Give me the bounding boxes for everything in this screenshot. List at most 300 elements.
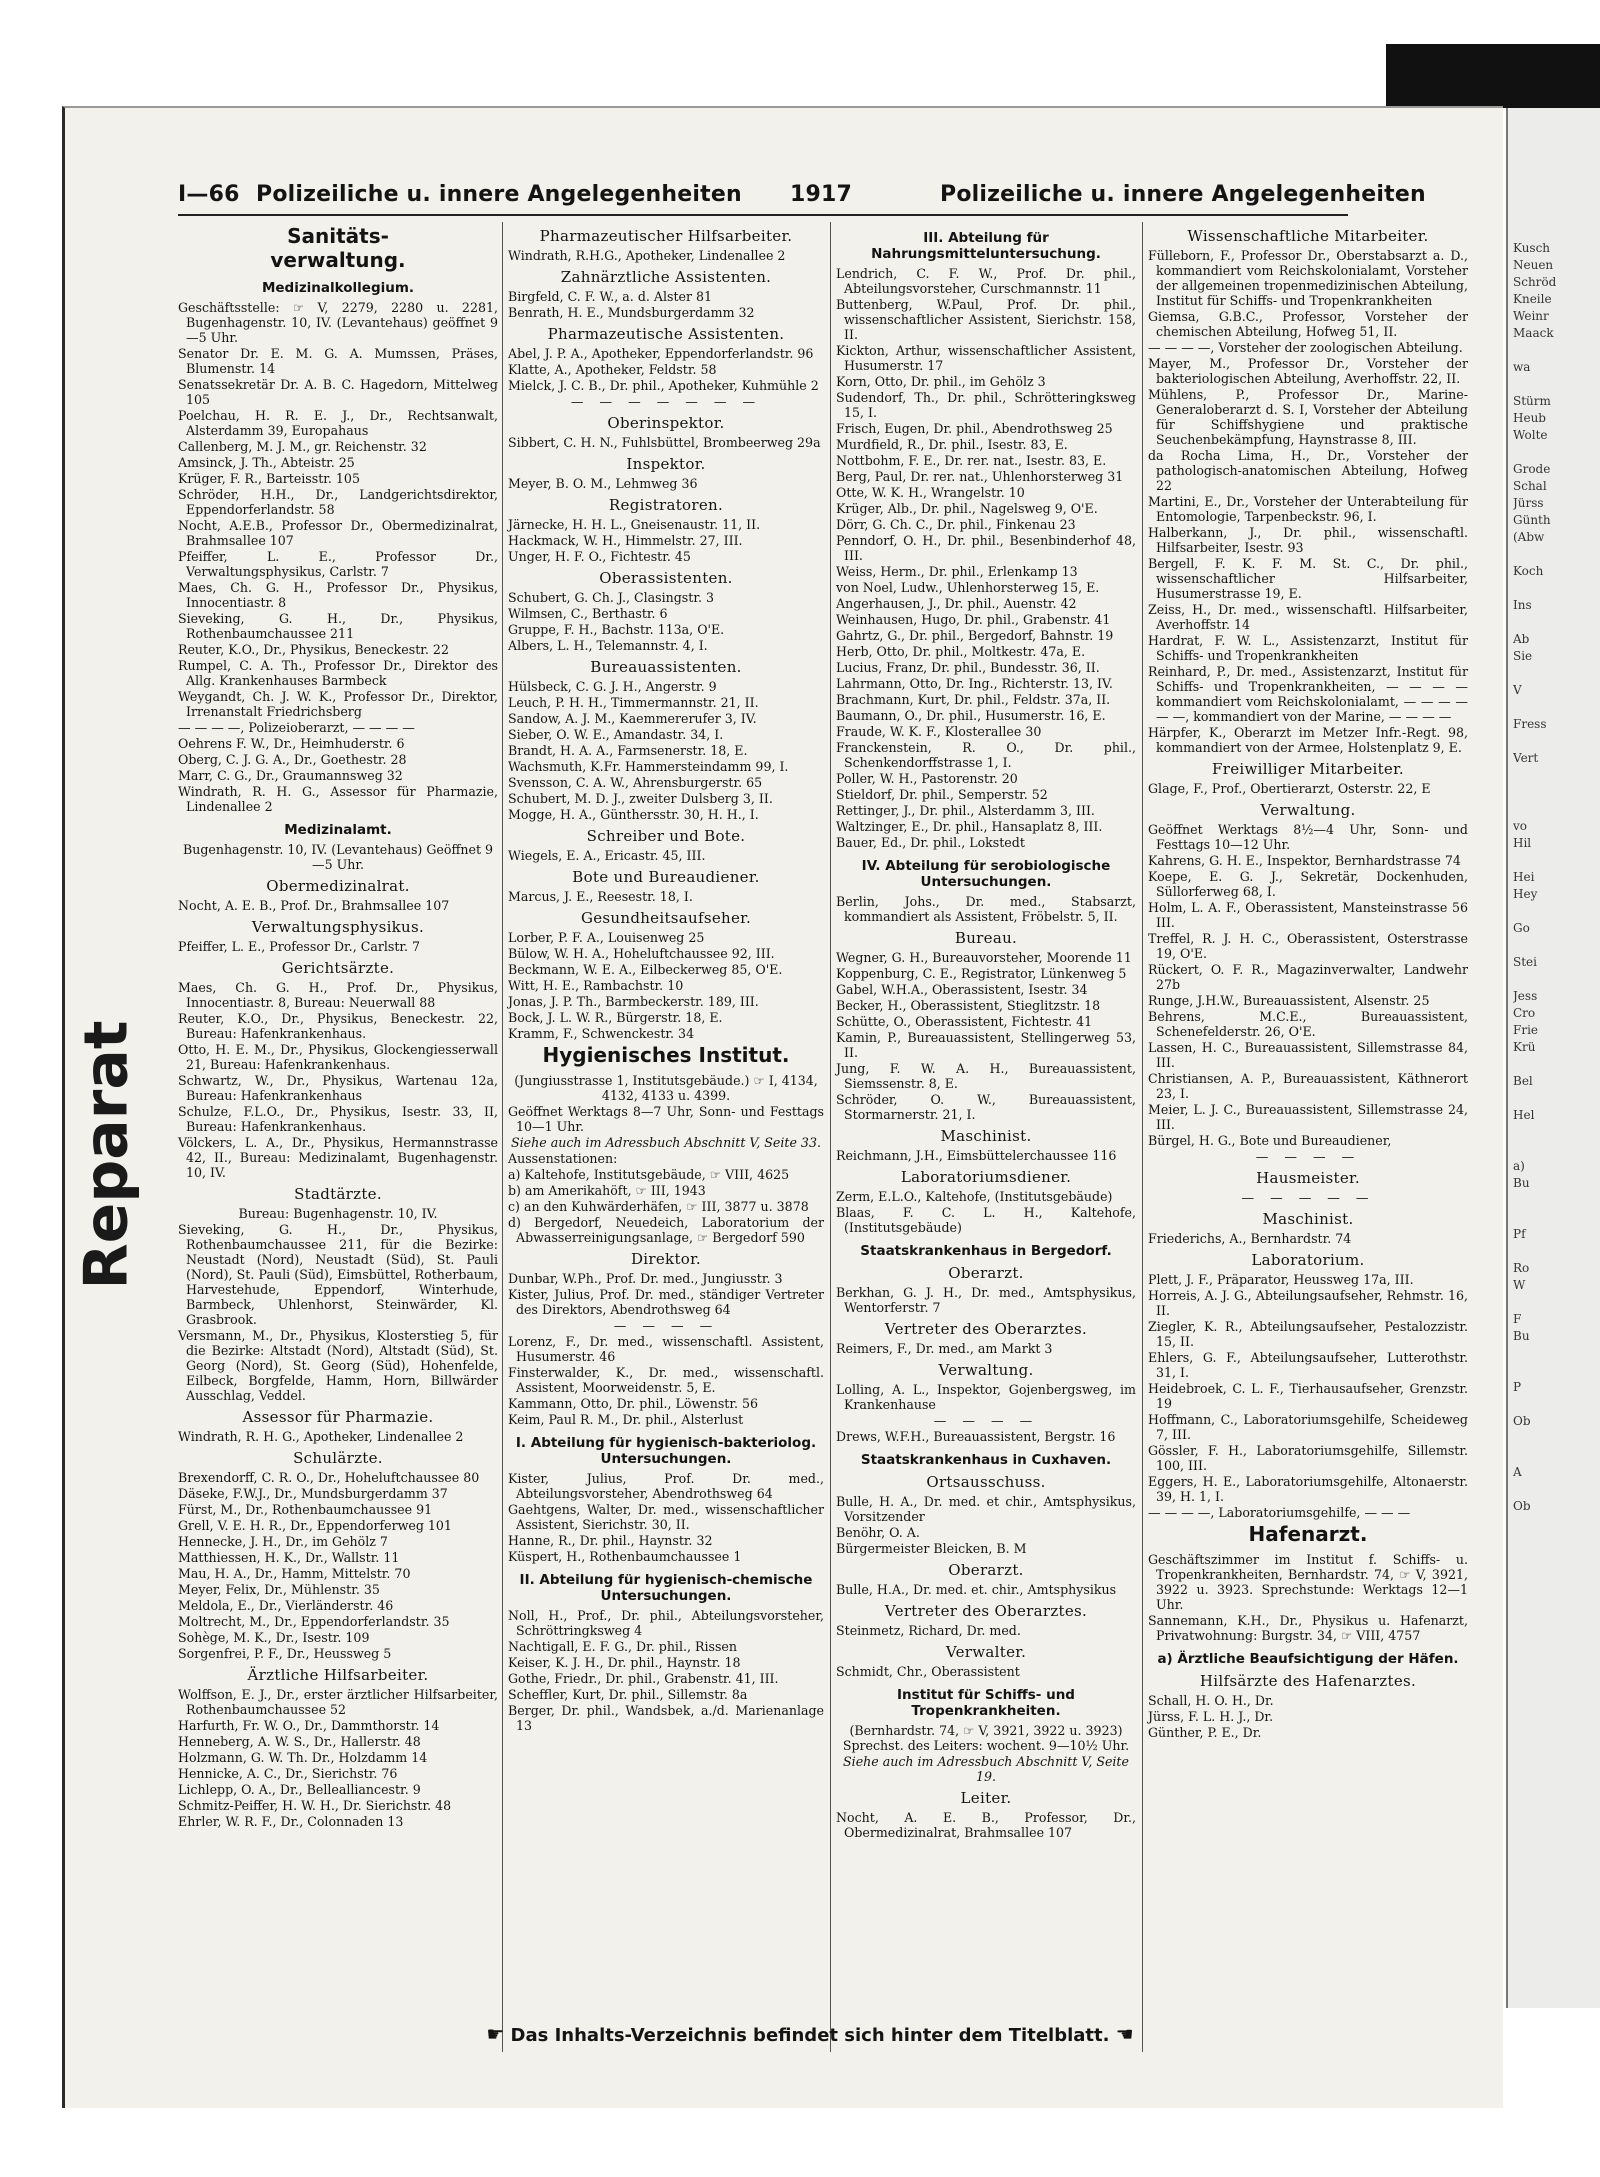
entry: Mielck, J. C. B., Dr. phil., Apotheker, Kuhmühle 2 [508,378,819,393]
entry: c) an den Kuhwärderhäfen, ☞ III, 3877 u. 3878 [508,1199,809,1214]
adjacent-page-line: Hey [1513,887,1538,901]
adjacent-page-line [1513,580,1598,597]
note: Bugenhagenstr. 10, IV. (Levantehaus) Geöffnet 9—5 Uhr. [182,842,494,872]
entry: Gruppe, F. H., Bachstr. 113a, O'E. [508,622,725,637]
entry: Weiss, Herm., Dr. phil., Erlenkamp 13 [836,564,1078,579]
entry: Reichmann, J.H., Eimsbüttelerchaussee 116 [836,1148,1117,1163]
pointing-hand-icon: ☛ [486,2022,505,2046]
entry: Schmitz-Peiffer, H. W. H., Dr. Sierichstr. 48 [178,1798,452,1813]
entry: Wegner, G. H., Bureauvorsteher, Moorende 11 [836,950,1132,965]
entry: Wiegels, E. A., Ericastr. 45, III. [508,848,706,863]
entry: Geschäftsstelle: ☞ V, 2279, 2280 u. 2281, Bugenhagenstr. 10, IV. (Levantehaus) geöffnet 9—5 Uhr. [178,300,498,345]
entry: Noll, H., Prof., Dr. phil., Abteilungsvorsteher, Schröttringksweg 4 [508,1608,824,1638]
subheading: Inspektor. [626,455,706,473]
column-divider [830,222,831,2052]
entry: Wilmsen, C., Berthastr. 6 [508,606,668,621]
dark-edge [1386,44,1600,108]
dash-line: — — — — — — — [570,394,762,409]
entry: Maes, Ch. G. H., Prof. Dr., Physikus, Innocentiastr. 8, Bureau: Neuerwall 88 [178,980,498,1010]
adjacent-page-line: Ob [1513,1414,1531,1428]
entry: Ehlers, G. F., Abteilungsaufseher, Lutterothstr. 31, I. [1148,1350,1468,1380]
subheading: Maschinist. [940,1127,1032,1145]
entry: Holzmann, G. W. Th. Dr., Holzdamm 14 [178,1750,428,1765]
section-heading: III. Abteilung für Nahrungsmitteluntersuchung. [871,230,1101,262]
entry: Sandow, A. J. M., Kaemmererufer 3, IV. [508,711,757,726]
subheading: Laboratoriumsdiener. [900,1168,1072,1186]
adjacent-page-line: Ins [1513,598,1532,612]
entry: Küspert, H., Rothenbaumchaussee 1 [508,1549,742,1564]
adjacent-page-line: Bu [1513,1329,1530,1343]
entry: Zerm, E.L.O., Kaltehofe, (Institutsgebäude) [836,1189,1113,1204]
adjacent-page-line [1513,1056,1598,1073]
entry: Heidebroek, C. L. F., Tierhausaufseher, Grenzstr. 19 [1148,1381,1468,1411]
subheading: Vertreter des Oberarztes. [884,1320,1088,1338]
entry: b) am Amerikahöft, ☞ III, 1943 [508,1183,706,1198]
entry: Meldola, E., Dr., Vierländerstr. 46 [178,1598,394,1613]
section-heading: I. Abteilung für hygienisch-bakteriolog. Untersuchungen. [515,1435,817,1467]
adjacent-page-line: Wolte [1513,428,1548,442]
entry: Unger, H. F. O., Fichtestr. 45 [508,549,691,564]
entry: Sieveking, G. H., Dr., Physikus, Rothenbaumchaussee 211, für die Bezirke: Neustadt (Nord), Neustadt (Süd), St. Pauli (Nord), St. Pauli (Süd), Eimsbüttel, Rotherbaum, Harvestehude, Eppendorf, Winterhude, Barmbeck, Uhlenhorst, Steinwärder, Kl. Grasbrook. [178,1222,498,1327]
adjacent-page-line [1513,801,1598,818]
adjacent-page-line: Go [1513,921,1530,935]
entry: Beckmann, W. E. A., Eilbeckerweg 85, O'E. [508,962,783,977]
subheading: Ortsausschuss. [926,1473,1046,1491]
adjacent-page-line [1513,733,1598,750]
entry: Ehrler, W. R. F., Dr., Colonnaden 13 [178,1814,404,1829]
entry: Keim, Paul R. M., Dr. phil., Alsterlust [508,1412,744,1427]
subheading: Hilfsärzte des Hafenarztes. [1199,1672,1417,1690]
adjacent-page-line: Ob [1513,1499,1531,1513]
entry: Günther, P. E., Dr. [1148,1725,1262,1740]
entry: Geöffnet Werktags 8—7 Uhr, Sonn- und Festtags 10—1 Uhr. [508,1104,824,1134]
entry: Ziegler, K. R., Abteilungsaufseher, Pestalozzistr. 15, II. [1148,1319,1468,1349]
entry: a) Kaltehofe, Institutsgebäude, ☞ VIII, 4625 [508,1167,790,1182]
entry: Gössler, F. H., Laboratoriumsgehilfe, Sillemstr. 100, III. [1148,1443,1468,1473]
adjacent-page-line [1513,1345,1598,1362]
adjacent-page-line [1513,1192,1598,1209]
entry: Hennecke, J. H., Dr., im Gehölz 7 [178,1534,388,1549]
entry: Penndorf, O. H., Dr. phil., Besenbinderhof 48, III. [836,533,1136,563]
dash-line: — — — — [933,1413,1039,1428]
entry: Gahrtz, G., Dr. phil., Bergedorf, Bahnstr. 19 [836,628,1114,643]
adjacent-page-line: Jürss [1513,496,1544,510]
entry: Benrath, H. E., Mundsburgerdamm 32 [508,305,755,320]
entry: Mühlens, P., Professor Dr., Marine-Generaloberarzt d. S. I, Vorsteher der Abteilung für Schiffshygiene und praktische Seuchenbekämpfung, Haynstrasse 8, III. [1148,387,1468,447]
page-number: I—66 [178,182,240,207]
entry: Weinhausen, Hugo, Dr. phil., Grabenstr. 41 [836,612,1111,627]
entry: Schröder, H.H., Dr., Landgerichtsdirektor, Eppendorferlandstr. 58 [178,487,498,517]
subheading: Zahnärztliche Assistenten. [560,268,772,286]
adjacent-page-line [1513,699,1598,716]
entry: — — — —, Polizeioberarzt, — — — — [178,720,415,735]
subheading: Schulärzte. [293,1449,383,1467]
entry: — — — —, Laboratoriumsgehilfe, — — — [1148,1505,1411,1520]
entry: Leuch, P. H. H., Timmermannstr. 21, II. [508,695,759,710]
entry: Gabel, W.H.A., Oberassistent, Isestr. 34 [836,982,1088,997]
entry: Brachmann, Kurt, Dr. phil., Feldstr. 37a, II. [836,692,1111,707]
dash-line: — — — — [1255,1149,1361,1164]
entry: Fraude, W. K. F., Klosterallee 30 [836,724,1042,739]
entry: Franckenstein, R. O., Dr. phil., Schenkendorffstrasse 1, I. [836,740,1136,770]
entry: Buttenberg, W.Paul, Prof. Dr. phil., wissenschaftlicher Assistent, Sierichstr. 158, II. [836,297,1136,342]
adjacent-page-line: Koch [1513,564,1544,578]
entry: Kickton, Arthur, wissenschaftlicher Assistent, Husumerstr. 17 [836,343,1136,373]
entry: Jung, F. W. A. H., Bureauassistent, Siemssenstr. 8, E. [836,1061,1136,1091]
subheading: Assessor für Pharmazie. [242,1408,434,1426]
subheading: Bote und Bureaudiener. [572,868,760,886]
entry: Geschäftszimmer im Institut f. Schiffs- u. Tropenkrankheiten, Bernhardstr. 74, ☞ V, 3921, 3922 u. 3923. Sprechstunde: Werktags 12—1 Uhr. [1148,1552,1468,1612]
entry: Krüger, F. R., Barteisstr. 105 [178,471,360,486]
entry: Härpfer, K., Oberarzt im Metzer Infr.-Regt. 98, kommandiert von der Armee, Holstenplatz 9, E. [1148,725,1468,755]
entry: Schulze, F.L.O., Dr., Physikus, Isestr. 33, II, Bureau: Hafenkrankenhaus. [178,1104,498,1134]
adjacent-page-line [1513,1209,1598,1226]
section-heading: Staatskrankenhaus in Cuxhaven. [860,1452,1112,1468]
header-right-title: Polizeiliche u. innere Angelegenheiten [940,182,1426,207]
adjacent-page-line: Ab [1513,632,1530,646]
entry: Moltrecht, M., Dr., Eppendorferlandstr. 35 [178,1614,450,1629]
subheading: Laboratorium. [1251,1251,1365,1269]
section-heading: II. Abteilung für hygienisch-chemische Untersuchungen. [519,1572,813,1604]
footer-text: Das Inhalts-Verzeichnis befindet sich hinter dem Titelblatt. [510,2025,1110,2046]
entry: Nocht, A. E. B., Professor, Dr., Obermedizinalrat, Brahmsallee 107 [836,1810,1136,1840]
adjacent-page-line [1513,342,1598,359]
reference-note: Siehe auch im Adressbuch Abschnitt V, Seite 19. [843,1754,1129,1784]
entry: Schmidt, Chr., Oberassistent [836,1664,1020,1679]
adjacent-page-line [1513,1481,1598,1498]
entry: Nottbohm, F. E., Dr. rer. nat., Isestr. 83, E. [836,453,1107,468]
adjacent-page-line: A [1513,1465,1522,1479]
entry: Kamin, P., Bureauassistent, Stellingerweg 53, II. [836,1030,1136,1060]
entry: Hoffmann, C., Laboratoriumsgehilfe, Scheideweg 7, III. [1148,1412,1468,1442]
entry: Martini, E., Dr., Vorsteher der Unterabteilung für Entomologie, Tarpenbeckstr. 96, I. [1148,494,1468,524]
entry: Otte, W. K. H., Wrangelstr. 10 [836,485,1025,500]
adjacent-page-line: wa [1513,360,1531,374]
adjacent-page-line: Bu [1513,1176,1530,1190]
subheading: Gesundheitsaufseher. [580,909,752,927]
entry: Aussenstationen: [508,1151,618,1166]
entry: Berkhan, G. J. H., Dr. med., Amtsphysikus, Wentorferstr. 7 [836,1285,1136,1315]
entry: Lichlepp, O. A., Dr., Bellealliancestr. 9 [178,1782,421,1797]
entry: Nachtigall, E. F. G., Dr. phil., Rissen [508,1639,737,1654]
adjacent-page-line: Schal [1513,479,1547,493]
entry: Marr, C. G., Dr., Graumannsweg 32 [178,768,403,783]
header-left-title: Polizeiliche u. innere Angelegenheiten [256,182,742,207]
entry: Hülsbeck, C. G. J. H., Angerstr. 9 [508,679,717,694]
entry: Sohège, M. K., Dr., Isestr. 109 [178,1630,370,1645]
entry: Korn, Otto, Dr. phil., im Gehölz 3 [836,374,1046,389]
adjacent-page-line: W [1513,1278,1526,1292]
entry: Marcus, J. E., Reesestr. 18, I. [508,889,693,904]
entry: Senator Dr. E. M. G. A. Mumssen, Präses, Blumenstr. 14 [178,346,498,376]
subheading: Obermedizinalrat. [266,877,410,895]
section-title: Hafenarzt. [1248,1522,1368,1546]
entry: Bürgel, H. G., Bote und Bureaudiener, [1148,1133,1392,1148]
adjacent-page-line: Cro [1513,1006,1536,1020]
entry: Senatssekretär Dr. A. B. C. Hagedorn, Mittelweg 105 [178,377,498,407]
adjacent-page-line: Kusch [1513,241,1551,255]
entry: Holm, L. A. F., Oberassistent, Mansteinstrasse 56 III. [1148,900,1468,930]
entry: Birgfeld, C. F. W., a. d. Alster 81 [508,289,713,304]
entry: Otto, H. E. M., Dr., Physikus, Glockengiesserwall 21, Bureau: Hafenkrankenhaus. [178,1042,498,1072]
adjacent-page-line [1513,444,1598,461]
entry: Kramm, F., Schwenckestr. 34 [508,1026,695,1041]
entry: Lolling, A. L., Inspektor, Gojenbergsweg, im Krankenhause [836,1382,1136,1412]
entry: Oberg, C. J. G. A., Dr., Goethestr. 28 [178,752,407,767]
adjacent-page-line [1513,546,1598,563]
entry: Berger, Dr. phil., Wandsbek, a./d. Marienanlage 13 [508,1703,824,1733]
entry: Koepe, E. G. J., Sekretär, Dockenhuden, Süllorferweg 68, I. [1148,869,1468,899]
section-title: Hygienisches Institut. [542,1043,790,1067]
adjacent-page-line [1513,1294,1598,1311]
entry: d) Bergedorf, Neuedeich, Laboratorium der Abwasserreinigungsanlage, ☞ Bergedorf 590 [508,1215,824,1245]
adjacent-page-line [1513,1124,1598,1141]
subheading: Registratoren. [608,496,724,514]
entry: Meyer, Felix, Dr., Mühlenstr. 35 [178,1582,380,1597]
entry: Kahrens, G. H. E., Inspektor, Bernhardstrasse 74 [1148,853,1461,868]
dash-line: — — — — [613,1318,719,1333]
entry: Bergell, F. K. F. M. St. C., Dr. phil., wissenschaftlicher Hilfsarbeiter, Husumerstrasse 19, E. [1148,556,1468,601]
dash-line: — — — — — [1241,1190,1375,1205]
entry: Schröder, O. W., Bureauassistent, Stormarnerstr. 21, I. [836,1092,1136,1122]
entry: Lassen, H. C., Bureauassistent, Sillemstrasse 84, III. [1148,1040,1468,1070]
subheading: Stadtärzte. [294,1185,382,1203]
entry: Svensson, C. A. W., Ahrensburgerstr. 65 [508,775,763,790]
note: (Bernhardstr. 74, ☞ V, 3921, 3922 u. 3923) Sprechst. des Leiters: wochent. 9—10½ Uhr. [842,1723,1130,1753]
entry: Friederichs, A., Bernhardstr. 74 [1148,1231,1352,1246]
entry: Treffel, R. J. H. C., Oberassistent, Osterstrasse 19, O'E. [1148,931,1468,961]
entry: Schubert, G. Ch. J., Clasingstr. 3 [508,590,714,605]
subheading: Oberarzt. [948,1264,1024,1282]
running-header [178,176,1426,212]
entry: Rettinger, J., Dr. phil., Alsterdamm 3, III. [836,803,1095,818]
entry: Stieldorf, Dr. phil., Semperstr. 52 [836,787,1048,802]
entry: Fürst, M., Dr., Rothenbaumchaussee 91 [178,1502,433,1517]
entry: Zeiss, H., Dr. med., wissenschaftl. Hilfsarbeiter, Averhoffstr. 14 [1148,602,1468,632]
adjacent-page-line [1513,971,1598,988]
entry: Blaas, F. C. L. H., Kaltehofe, (Institutsgebäude) [836,1205,1136,1235]
entry: Hanne, R., Dr. phil., Haynstr. 32 [508,1533,713,1548]
entry: Bock, J. L. W. R., Bürgerstr. 18, E. [508,1010,723,1025]
entry: Schwartz, W., Dr., Physikus, Wartenau 12a, Bureau: Hafenkrankenhaus [178,1073,498,1103]
adjacent-page-line [1513,614,1598,631]
entry: Angerhausen, J., Dr. phil., Auenstr. 42 [836,596,1077,611]
entry: Schütte, O., Oberassistent, Fichtestr. 41 [836,1014,1093,1029]
column-2 [508,222,824,1734]
note: (Jungiusstrasse 1, Institutsgebäude.) ☞ I, 4134, 4132, 4133 u. 4399. [514,1073,818,1103]
header-year: 1917 [790,182,853,207]
side-mark: Reparat [71,1020,142,1290]
entry: Harfurth, Fr. W. O., Dr., Dammthorstr. 14 [178,1718,440,1733]
entry: Schubert, M. D. J., zweiter Dulsberg 3, II. [508,791,773,806]
adjacent-page-line: Frie [1513,1023,1539,1037]
entry: Eggers, H. E., Laboratoriumsgehilfe, Altonaerstr. 39, H. 1, I. [1148,1474,1468,1504]
entry: Frisch, Eugen, Dr. phil., Abendrothsweg 25 [836,421,1113,436]
entry: Bauer, Ed., Dr. phil., Lokstedt [836,835,1025,850]
entry: Hennicke, A. C., Dr., Sierichstr. 76 [178,1766,398,1781]
entry: Berg, Paul, Dr. rer. nat., Uhlenhorsterweg 31 [836,469,1124,484]
entry: Sorgenfrei, P. F., Dr., Heussweg 5 [178,1646,392,1661]
entry: Lahrmann, Otto, Dr. Ing., Richterstr. 13, IV. [836,676,1113,691]
entry: Bürgermeister Bleicken, B. M [836,1541,1027,1556]
entry: Bulle, H. A., Dr. med. et chir., Amtsphysikus, Vorsitzender [836,1494,1136,1524]
entry: Geöffnet Werktags 8½—4 Uhr, Sonn- und Festtags 10—12 Uhr. [1148,822,1468,852]
adjacent-page-line: Grode [1513,462,1551,476]
entry: Waltzinger, E., Dr. phil., Hansaplatz 8, III. [836,819,1103,834]
adjacent-page-line [1513,1447,1598,1464]
entry: Hardrat, F. W. L., Assistenzarzt, Institut für Schiffs- und Tropenkrankheiten [1148,633,1468,663]
entry: Mau, H. A., Dr., Hamm, Mittelstr. 70 [178,1566,411,1581]
subheading: Maschinist. [1262,1210,1354,1228]
entry: Weygandt, Ch. J. W. K., Professor Dr., Direktor, Irrenanstalt Friedrichsberg [178,689,498,719]
entry: Albers, L. H., Telemannstr. 4, I. [508,638,708,653]
subheading: Hausmeister. [1256,1169,1360,1187]
entry: Windrath, R. H. G., Assessor für Pharmazie, Lindenallee 2 [178,784,498,814]
entry: Witt, H. E., Rambachstr. 10 [508,978,684,993]
entry: Krüger, Alb., Dr. phil., Nagelsweg 9, O'E. [836,501,1098,516]
entry: Maes, Ch. G. H., Professor Dr., Physikus, Innocentiastr. 8 [178,580,498,610]
entry: Finsterwalder, K., Dr. med., wissenschaftl. Assistent, Moorweidenstr. 5, E. [508,1365,824,1395]
entry: Dunbar, W.Ph., Prof. Dr. med., Jungiusstr. 3 [508,1271,783,1286]
adjacent-page-line: Stei [1513,955,1537,969]
adjacent-page-line [1513,1090,1598,1107]
entry: Runge, J.H.W., Bureauassistent, Alsenstr. 25 [1148,993,1430,1008]
entry: Behrens, M.C.E., Bureauassistent, Schenefelderstr. 26, O'E. [1148,1009,1468,1039]
adjacent-page-line [1513,1141,1598,1158]
entry: Grell, V. E. H. R., Dr., Eppendorferweg 101 [178,1518,452,1533]
entry: Steinmetz, Richard, Dr. med. [836,1623,1021,1638]
adjacent-page-line: P [1513,1380,1522,1394]
entry: Lucius, Franz, Dr. phil., Bundesstr. 36, II. [836,660,1100,675]
entry: Plett, J. F., Präparator, Heussweg 17a, III. [1148,1272,1414,1287]
entry: Kister, Julius, Prof. Dr. med., Abteilungsvorsteher, Abendrothsweg 64 [508,1471,824,1501]
entry: Sieber, O. W. E., Amandastr. 34, I. [508,727,724,742]
entry: Baumann, O., Dr. phil., Husumerstr. 16, E. [836,708,1106,723]
adjacent-page-line: F [1513,1312,1522,1326]
entry: Koppenburg, C. E., Registrator, Lünkenweg 5 [836,966,1127,981]
section-heading: a) Ärztliche Beaufsichtigung der Häfen. [1157,1651,1459,1667]
adjacent-page-line [1513,784,1598,801]
entry: Benöhr, O. A. [836,1525,920,1540]
adjacent-page-line: Weinr [1513,309,1549,323]
subheading: Verwaltung. [1260,801,1356,819]
entry: Murdfield, R., Dr. phil., Isestr. 83, E. [836,437,1068,452]
entry: Järnecke, H. H. L., Gneisenaustr. 11, II. [508,517,761,532]
adjacent-page-line: Neuen [1513,258,1554,272]
entry: Meier, L. J. C., Bureauassistent, Sillemstrasse 24, III. [1148,1102,1468,1132]
subheading: Bureauassistenten. [590,658,742,676]
adjacent-page-line: a) [1513,1159,1525,1173]
entry: Henneberg, A. W. S., Dr., Hallerstr. 48 [178,1734,421,1749]
entry: Wachsmuth, K.Fr. Hammersteindamm 99, I. [508,759,789,774]
adjacent-page-line: Krü [1513,1040,1536,1054]
header-rule [178,214,1348,216]
section-heading: Medizinalkollegium. [261,280,415,296]
entry: Callenberg, M. J. M., gr. Reichenstr. 32 [178,439,427,454]
subheading: Oberinspektor. [607,414,725,432]
entry: Sudendorf, Th., Dr. phil., Schrötteringksweg 15, I. [836,390,1136,420]
section-heading: Medizinalamt. [284,822,392,838]
adjacent-page-line [1513,1396,1598,1413]
entry: Kister, Julius, Prof. Dr. med., ständiger Vertreter des Direktors, Abendrothsweg 64 [508,1287,824,1317]
subheading: Verwaltung. [938,1361,1034,1379]
entry: Bülow, W. H. A., Hoheluftchaussee 92, III. [508,946,775,961]
entry: Jürss, F. L. H. J., Dr. [1148,1709,1274,1724]
column-4 [1148,222,1468,1741]
adjacent-page-line [1513,903,1598,920]
column-3 [836,222,1136,1841]
adjacent-page-line [1513,767,1598,784]
entry: Schall, H. O. H., Dr. [1148,1693,1274,1708]
subheading: Bureau. [954,929,1018,947]
entry: Lorber, P. F. A., Louisenweg 25 [508,930,705,945]
entry: Mogge, H. A., Günthersstr. 30, H. H., I. [508,807,759,822]
column-divider [502,222,503,2052]
entry: Herb, Otto, Dr. phil., Moltkestr. 47a, E. [836,644,1086,659]
entry: Dörr, G. Ch. C., Dr. phil., Finkenau 23 [836,517,1076,532]
adjacent-page-line: Vert [1513,751,1539,765]
entry: Sibbert, C. H. N., Fuhlsbüttel, Brombeerweg 29a [508,435,821,450]
entry: Sannemann, K.H., Dr., Physikus u. Hafenarzt, Privatwohnung: Burgstr. 34, ☞ VIII, 4757 [1148,1613,1468,1643]
entry: Reimers, F., Dr. med., am Markt 3 [836,1341,1053,1356]
adjacent-page-line: Hil [1513,836,1532,850]
subheading: Verwalter. [945,1643,1027,1661]
entry: Poelchau, H. R. E. J., Dr., Rechtsanwalt, Alsterdamm 39, Europahaus [178,408,498,438]
adjacent-page-line [1513,852,1598,869]
adjacent-page-line: Stürm [1513,394,1551,408]
adjacent-page-line: Schröd [1513,275,1557,289]
entry: Windrath, R.H.G., Apotheker, Lindenallee 2 [508,248,786,263]
subheading: Schreiber und Bote. [586,827,746,845]
adjacent-page-line: Pf [1513,1227,1526,1241]
subheading: Wissenschaftliche Mitarbeiter. [1187,227,1429,245]
entry: Brexendorff, C. R. O., Dr., Hoheluftchaussee 80 [178,1470,480,1485]
adjacent-page-line: Ro [1513,1261,1530,1275]
entry: da Rocha Lima, H., Dr., Vorsteher der pathologisch-anatomischen Abteilung, Hofweg 22 [1148,448,1468,493]
entry: Becker, H., Oberassistent, Stieglitzstr. 18 [836,998,1101,1013]
entry: Halberkann, J., Dr. phil., wissenschaftl. Hilfsarbeiter, Isestr. 93 [1148,525,1468,555]
adjacent-page-text [1513,240,1598,1515]
subheading: Pharmazeutische Assistenten. [547,325,785,343]
adjacent-page-line: Heub [1513,411,1546,425]
adjacent-page-line [1513,1430,1598,1447]
adjacent-page-line [1513,665,1598,682]
note: Bureau: Bugenhagenstr. 10, IV. [238,1206,438,1221]
subheading: Vertreter des Oberarztes. [884,1602,1088,1620]
entry: Rückert, O. F. R., Magazinverwalter, Landwehr 27b [1148,962,1468,992]
subheading: Ärztliche Hilfsarbeiter. [247,1666,429,1684]
entry: Nocht, A.E.B., Professor Dr., Obermedizinalrat, Brahmsallee 107 [178,518,498,548]
section-heading: Institut für Schiffs- und Tropenkrankheiten. [897,1687,1075,1719]
entry: Meyer, B. O. M., Lehmweg 36 [508,476,698,491]
entry: Lendrich, C. F. W., Prof. Dr. phil., Abteilungsvorsteher, Curschmannstr. 11 [836,266,1136,296]
column-divider [1142,222,1143,2052]
entry: Amsinck, J. Th., Abteistr. 25 [178,455,355,470]
entry: Matthiessen, H. K., Dr., Wallstr. 11 [178,1550,400,1565]
subheading: Oberassistenten. [599,569,733,587]
entry: Glage, F., Prof., Obertierarzt, Osterstr. 22, E [1148,781,1431,796]
adjacent-page-line [1513,937,1598,954]
entry: Drews, W.F.H., Bureauassistent, Bergstr. 16 [836,1429,1116,1444]
adjacent-page-line: Hel [1513,1108,1535,1122]
entry: Keiser, K. J. H., Dr. phil., Haynstr. 18 [508,1655,741,1670]
entry: Nocht, A. E. B., Prof. Dr., Brahmsallee 107 [178,898,450,913]
entry: — — — —, Vorsteher der zoologischen Abteilung. [1148,340,1463,355]
subheading: Freiwilliger Mitarbeiter. [1212,760,1404,778]
adjacent-page-line: V [1513,683,1522,697]
entry: Abel, J. P. A., Apotheker, Eppendorferlandstr. 96 [508,346,814,361]
entry: Reuter, K.O., Dr., Physikus, Beneckestr. 22 [178,642,449,657]
